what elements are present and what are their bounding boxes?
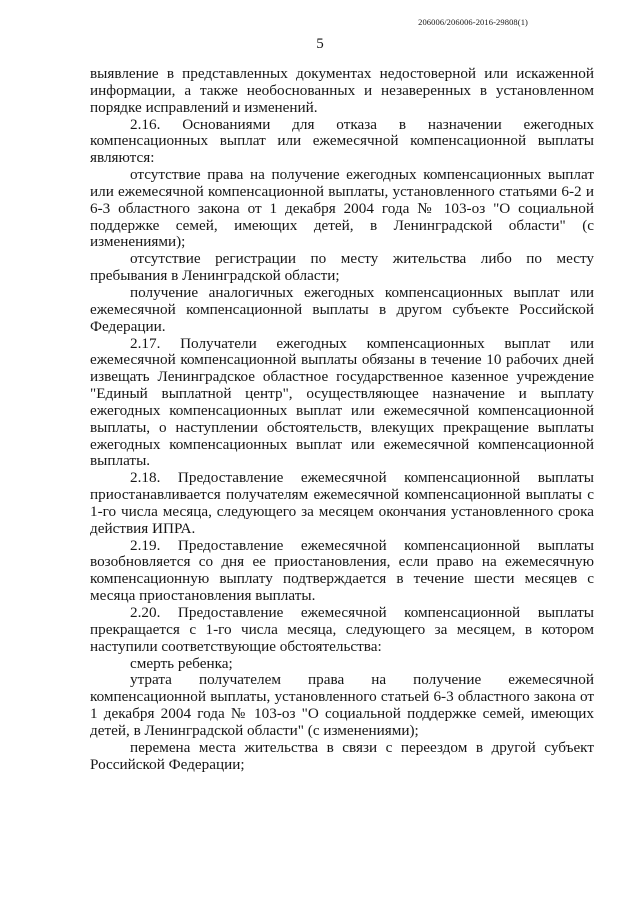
- clause-2-17: 2.17. Получатели ежегодных компенсационных выплат или ежемесячной компенсационной выплаты обязаны в течение 10 рабочих дней извещать Ленинградское областное государственное казенное учреждение "Единый выплатной центр", осуществляющее назначение и выплату ежегодных компенсационных выплат или ежемесячной компенсационной выплаты, о наступлении обстоятельств, влекущих прекращение выплаты ежегодных компенсационных выплат или ежемесячной компенсационной выплаты.: [90, 334, 594, 470]
- list-item: отсутствие регистрации по месту жительства либо по месту пребывания в Ленинградской области;: [90, 250, 594, 285]
- list-item: утрата получателем права на получение ежемесячной компенсационной выплаты, установленного статьей 6-3 областного закона от 1 декабря 2004 года № 103-оз "О социальной поддержке семей, имеющих детей, в Ленинградской области" (с изменениями);: [90, 671, 594, 739]
- list-item: отсутствие права на получение ежегодных компенсационных выплат или ежемесячной компенсационной выплаты, установленного статьями 6-2 и 6-3 областного закона от 1 декабря 2004 года № 103-оз "О социальной поддержке семей, имеющих детей, в Ленинградской области" (с изменениями);: [90, 166, 594, 251]
- document-body: [90, 66, 594, 773]
- list-item: смерть ребенка;: [130, 654, 233, 672]
- document-id: 206006/206006-2016-29808(1): [418, 17, 528, 27]
- list-item: перемена места жительства в связи с переездом в другой субъект Российской Федерации;: [90, 738, 594, 773]
- list-item: получение аналогичных ежегодных компенсационных выплат или ежемесячной компенсационной выплаты в другом субъекте Российской Федерации.: [90, 283, 594, 335]
- clause-2-20: 2.20. Предоставление ежемесячной компенсационной выплаты прекращается с 1-го числа месяца, следующего за месяцем, в котором наступили соответствующие обстоятельства:: [90, 604, 594, 655]
- paragraph-continuation: выявление в представленных документах недостоверной или искаженной информации, а также необоснованных и незаверенных в установленном порядке исправлений и изменений.: [90, 65, 594, 116]
- page-number: 5: [316, 36, 324, 52]
- clause-2-19: 2.19. Предоставление ежемесячной компенсационной выплаты возобновляется со дня ее приостановления, если право на ежемесячную компенсационную выплату подтверждается в течение шести месяцев с месяца приостановления выплаты.: [90, 536, 594, 605]
- clause-2-18: 2.18. Предоставление ежемесячной компенсационной выплаты приостанавливается получателям ежемесячной компенсационной выплаты с 1-го числа месяца, следующего за месяцем окончания установленного срока действия ИПРА.: [90, 469, 594, 537]
- clause-2-16: 2.16. Основаниями для отказа в назначении ежегодных компенсационных выплат или ежемесячной компенсационной выплаты являются:: [90, 115, 594, 167]
